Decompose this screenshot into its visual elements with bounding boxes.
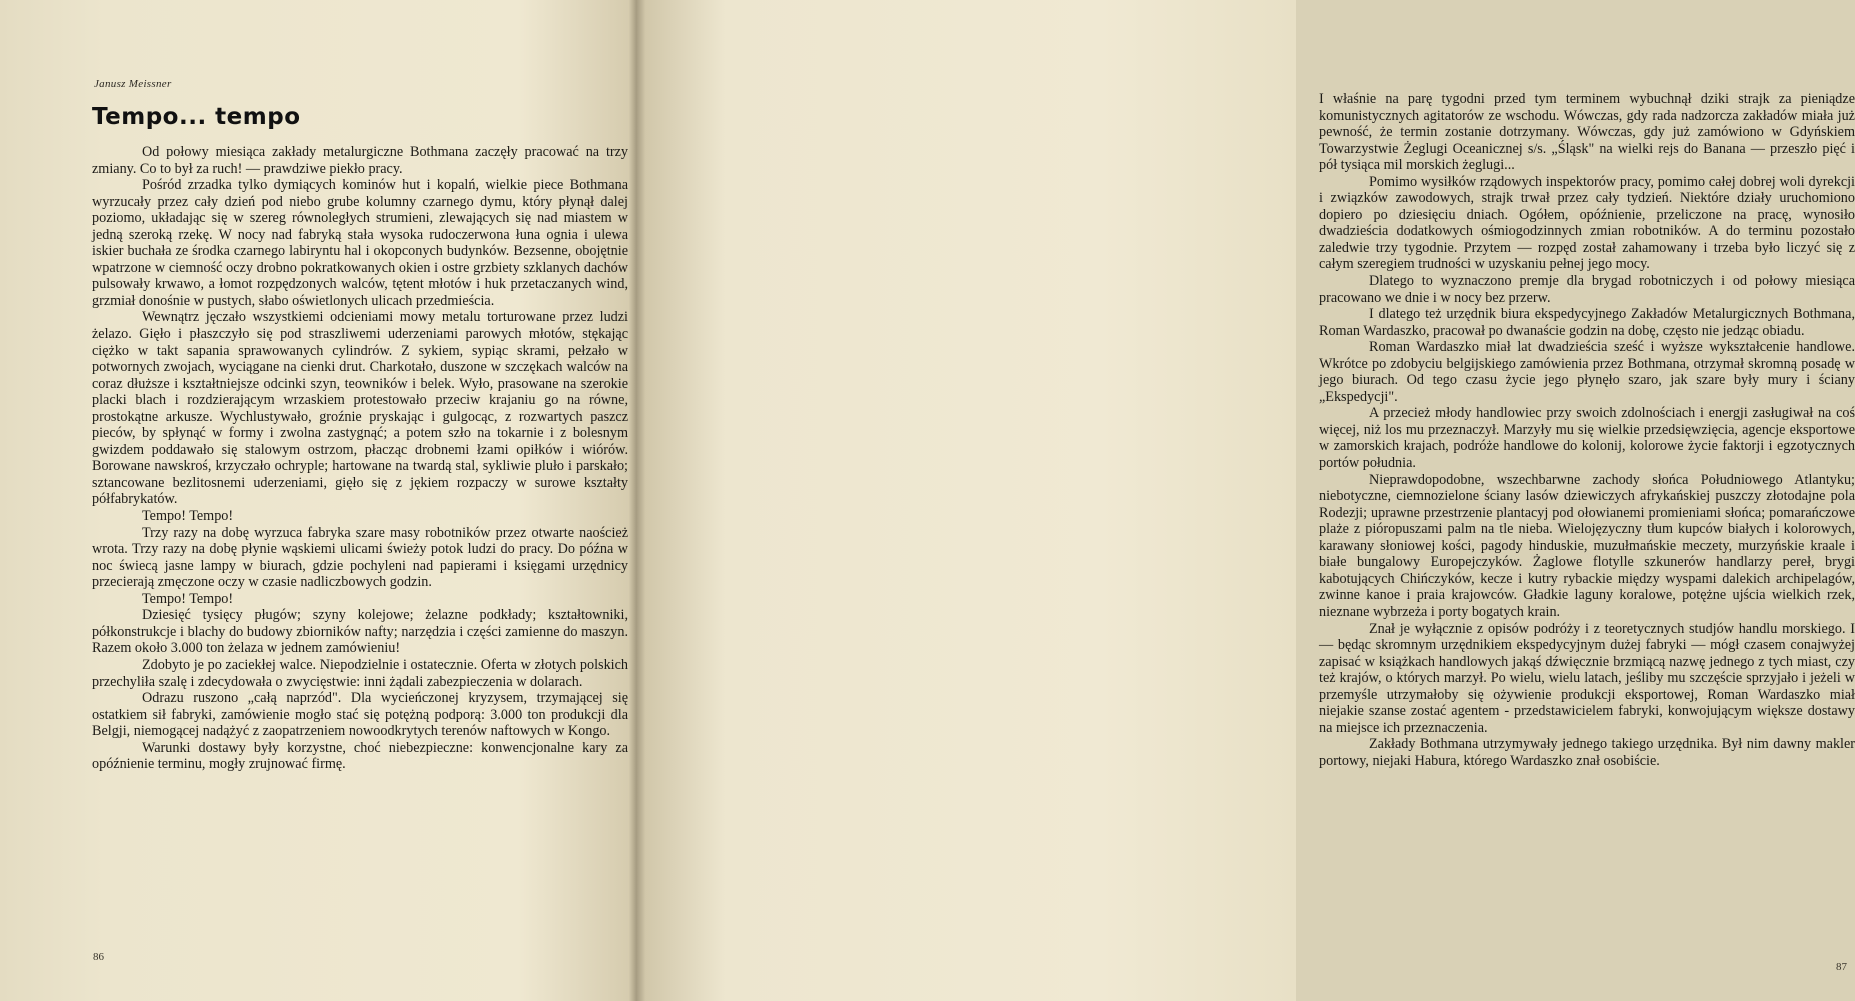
paragraph: I właśnie na parę tygodni przed tym terminem wybuchnął dziki strajk za pieniądze komunistycznych agitatorów ze wschodu. Wówczas, gdy rada nadzorcza zakładów miała już pewność, że termin zostanie dotrzymany. Wówczas, gdy już zamówiono w Gdyńskiem Towarzystwie Żeglugi Oceanicznej s/s. „Śląsk" na wielki rejs do Banana — przeszło pięć i pół tysiąca mil morskich żeglugi... xyxy=(1319,91,1855,174)
author-name: Janusz Meissner xyxy=(94,78,172,90)
paragraph: Dziesięć tysięcy pługów; szyny kolejowe; żelazne podkłady; kształtowniki, półkonstrukcje i blachy do budowy zbiorników nafty; narzędzia i części zamienne do maszyn. Razem około 3.000 ton żelaza w jednem zamówieniu! xyxy=(92,607,628,657)
paragraph: Tempo! Tempo! xyxy=(142,590,234,607)
paragraph: Zakłady Bothmana utrzymywały jednego takiego urzędnika. Był nim dawny makler portowy, niejaki Habura, którego Wardaszko znał osobiście. xyxy=(1319,736,1855,769)
page-number-right: 87 xyxy=(1836,961,1847,973)
paragraph: Znał je wyłącznie z opisów podróży i z teoretycznych studjów handlu morskiego. I — będąc skromnym urzędnikiem ekspedycyjnym dużej fabryki — mógł czasem conajwyżej zapisać w książkach handlowych jakąś dźwięcznie brzmiącą nazwę jednego z tych miast, czy też krajów, o których marzył. Po wielu, wielu latach, jeśliby mu szczęście sprzyjało i jeżeli w przemyśle utrzymałoby się ożywienie produkcji eksportowej, Roman Wardaszko miał niejakie szanse zostać agentem - przedstawicielem fabryki, konwojującym większe dostawy na miejsce ich przeznaczenia. xyxy=(1319,620,1855,736)
paragraph: Zdobyto je po zaciekłej walce. Niepodzielnie i ostatecznie. Oferta w złotych polskich przechyliła szalę i zdecydowała o zwycięstwie: inni żądali zabezpieczenia w dolarach. xyxy=(92,656,628,690)
page-number-left: 86 xyxy=(93,951,104,963)
paragraph: Warunki dostawy były korzystne, choć niebezpieczne: konwencjonalne kary za opóźnienie terminu, mogły zrujnować firmę. xyxy=(92,739,628,773)
paragraph: A przecież młody handlowiec przy swoich zdolnościach i energji zasługiwał na coś więcej, niż los mu przeznaczył. Marzyły mu się wielkie przedsięwzięcia, agencje eksportowe w zamorskich krajach, podróże handlowe do kolonij, kolorowe życie faktorji i egzotycznych portów południa. xyxy=(1319,405,1855,472)
right-page xyxy=(650,0,1855,1001)
paragraph: Odrazu ruszono „całą naprzód". Dla wycieńczonej kryzysem, trzymającej się ostatkiem sił fabryki, zamówienie mogło stać się potężną podporą: 3.000 ton produkcji dla Belgji, niemogącej nadążyć z zaopatrzeniem nowoodkrytych terenów naftowych w Kongo. xyxy=(92,690,628,740)
paragraph: Od połowy miesiąca zakłady metalurgiczne Bothmana zaczęły pracować na trzy zmiany. Co to był za ruch! — prawdziwe piekło pracy. xyxy=(92,144,628,177)
paragraph: Wewnątrz jęczało wszystkiemi odcieniami mowy metalu torturowane przez ludzi żelazo. Gięło i płaszczyło się pod straszliwemi uderzeniami parowych młotów, stękając ciężko w takt sapania sprawowanych cylindrów. Z sykiem, sypiąc skrami, pełzało w potwornych zwojach, wyciągane na cienki drut. Charkotało, duszone w szczękach walców na coraz dłuższe i kształtniejsze odcinki szyn, teowników i belek. Wyło, prasowane na szerokie placki blach i rozdzierającym wrzaskiem protestowało przeciw krajaniu go na równe, prostokątne arkusze. Wychlustywało, groźnie pryskając i gulgocąc, z rozwartych paszcz pieców, by spłynąć w formy i zwolna zastygnąć; a potem szło na tokarnie i z bolesnym gwizdem poddawało się stalowym ostrzom, płacząc drobnemi łzami opiłków i wiórów. Borowane nawskroś, krzyczało ochryple; hartowane na twardą stal, sykliwie pluło i parskało; sztancowane bezlitosnemi uderzeniami, gięło się z jękiem rozpaczy w surowe kształty półfabrykatów. xyxy=(92,309,628,508)
right-page-text xyxy=(1319,91,1855,769)
paragraph: Pomimo wysiłków rządowych inspektorów pracy, pomimo całej dobrej woli dyrekcji i związków zawodowych, strajk trwał przez cały tydzień. Niektóre działy uruchomiono dopiero po dziesięciu dniach. Ogółem, opóźnienie, przeliczone na pracę, wynosiło dwadzieścia dodatkowych ośmiogodzinnych zmian robotników. A do terminu pozostało zaledwie trzy tygodnie. Przytem — rozpęd został zahamowany i trzeba było liczyć się z całym szeregiem trudności w uzyskaniu pełnej jego mocy. xyxy=(1319,173,1855,273)
left-page xyxy=(0,0,645,1001)
paragraph: Tempo! Tempo! xyxy=(142,508,234,525)
paragraph: Trzy razy na dobę wyrzuca fabryka szare masy robotników przez otwarte naoścież wrota. Trzy razy na dobę płynie wąskiemi ulicami świeży potok ludzi do pracy. Do późna w noc świecą jasne lampy w biurach, gdzie pochyleni nad papierami i księgami urzędnicy przecierają zmęczone oczy w czasie nadliczbowych godzin. xyxy=(92,524,628,591)
left-page-text xyxy=(92,144,628,773)
paragraph: Roman Wardaszko miał lat dwadzieścia sześć i wyższe wykształcenie handlowe. Wkrótce po zdobyciu belgijskiego zamówienia przez Bothmana, otrzymał skromną posadę w jego biurach. Od tego czasu życie jego płynęło szaro, jak szare były mury i ściany „Ekspedycji". xyxy=(1319,339,1855,405)
paragraph: Nieprawdopodobne, wszechbarwne zachody słońca Południowego Atlantyku; niebotyczne, ciemnozielone ściany lasów dziewiczych afrykańskiej puszczy złotodajne pola Rodezji; uprawne przestrzenie plantacyj pod ołowianemi promieniami słońca; pomarańczowe plaże z pióropuszami palm na tle nieba. Wielojęzyczny tłum kupców białych i kolorowych, karawany słoniowej kości, pagody hinduskie, muzułmańskie meczety, murzyńskie kraale i białe bungalowy Europejczyków. Żaglowe flotylle szkunerów handlarzy pereł, brygi kabotujących Chińczyków, kecze i kutry rybackie między wyspami dalekich archipelagów, zwinne kanoe i praia krajowców. Gładkie laguny koralowe, potężne ujścia wielkich rzek, nieznane wybrzeża i porty bogatych krain. xyxy=(1319,471,1855,620)
paragraph: Pośród zrzadka tylko dymiących kominów hut i kopalń, wielkie piece Bothmana wyrzucały przez cały dzień pod niebo grube kolumny czarnego dymu, który płynął dalej poziomo, układając się w szereg równoległych strumieni, zlewających się nad miastem w jedną szeroką rzekę. W nocy nad fabryką stała wysoka rudoczerwona łuna ognia i ulewa iskier buchała ze środka czarnego labiryntu hal i okopconych budynków. Bezsenne, obojętnie wpatrzone w ciemność oczy drobno pokratkowanych okien i ostre grzbiety szklanych dachów pulsowały krwawo, a łomot rozpędzonych walców, tętent młotów i huk przetaczanych wind, grzmiał donośnie w pustych, słabo oświetlonych ulicach przedmieścia. xyxy=(92,177,628,309)
chapter-title: Tempo... tempo xyxy=(92,104,301,130)
paragraph: Dlatego to wyznaczono premje dla brygad robotniczych i od połowy miesiąca pracowano we dnie i w nocy bez przerw. xyxy=(1319,273,1855,306)
paragraph: I dlatego też urzędnik biura ekspedycyjnego Zakładów Metalurgicznych Bothmana, Roman Wardaszko, pracował po dwanaście godzin na dobę, często nie jedząc obiadu. xyxy=(1319,306,1855,339)
